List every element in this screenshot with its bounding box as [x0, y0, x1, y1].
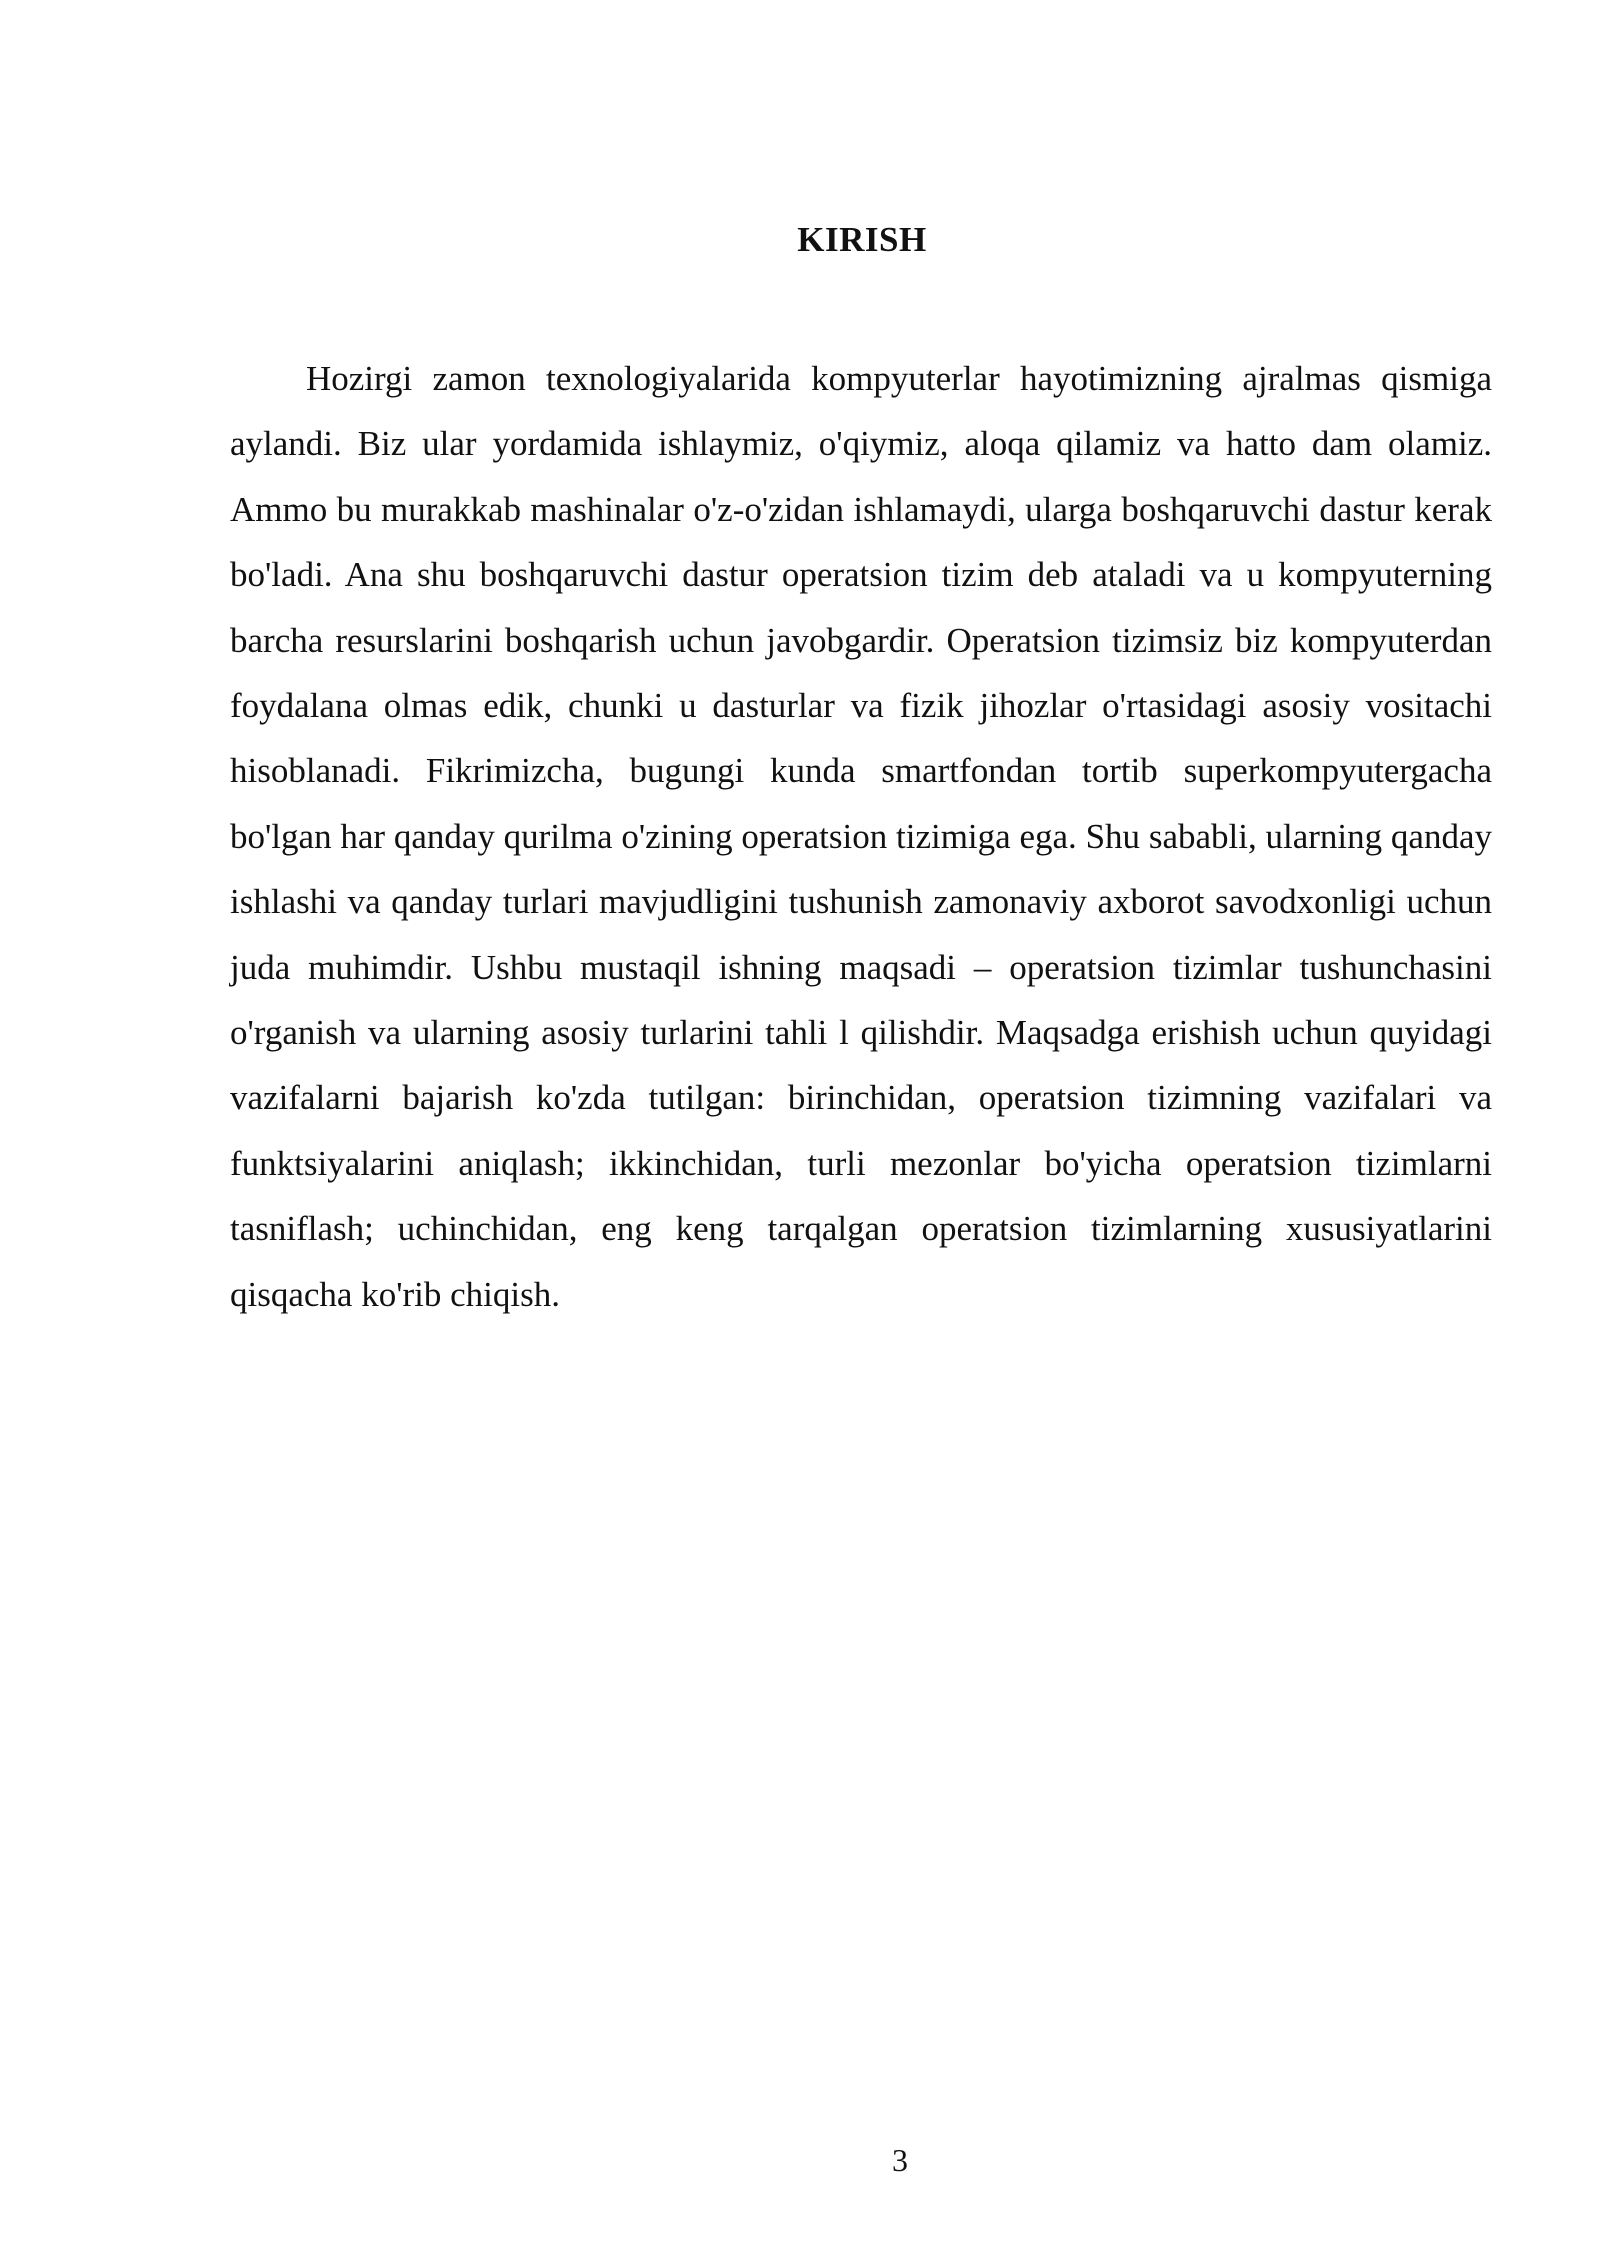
- section-title: KIRISH: [797, 220, 927, 259]
- body-paragraph: Hozirgi zamon texnologiyalarida kompyuterlar hayotimizning ajralmas qismiga aylandi. Biz ular yordamida ishlaymiz, o'qiymiz, aloqa qilamiz va hatto dam olamiz. Ammo bu murakkab mashinalar o'z-o'zidan ishlamaydi, ularga boshqaruvchi dastur kerak bo'ladi. Ana shu boshqaruvchi dastur operatsion tizim deb ataladi va u kompyuterning barcha resurslarini boshqarish uchun javobgardir. Operatsion tizimsiz biz kompyuterdan foydalana olmas edik, chunki u dasturlar va fizik jihozlar o'rtasidagi asosiy vositachi hisoblanadi. Fikrimizcha, bugungi kunda smartfondan tortib superkompyutergacha bo'lgan har qanday qurilma o'zining operatsion tizimiga ega. Shu sababli, ularning qanday ishlashi va qanday turlari mavjudligini tushunish zamonaviy axborot savodxonligi uchun juda muhimdir. Ushbu mustaqil ishning maqsadi – operatsion tizimlar tushunchasini o'rganish va ularning asosiy turlarini tahli l qilishdir. Maqsadga erishish uchun quyidagi vazifalarni bajarish ko'zda tutilgan: birinchidan, operatsion tizimning vazifalari va funktsiyalarini aniqlash; ikkinchidan, turli mezonlar bo'yicha operatsion tizimlarni tasniflash; uchinchidan, eng keng tarqalgan operatsion tizimlarning xususiyatlarini qisqacha ko'rib chiqish.: [230, 359, 1492, 1314]
- page-number: 3: [892, 2142, 908, 2178]
